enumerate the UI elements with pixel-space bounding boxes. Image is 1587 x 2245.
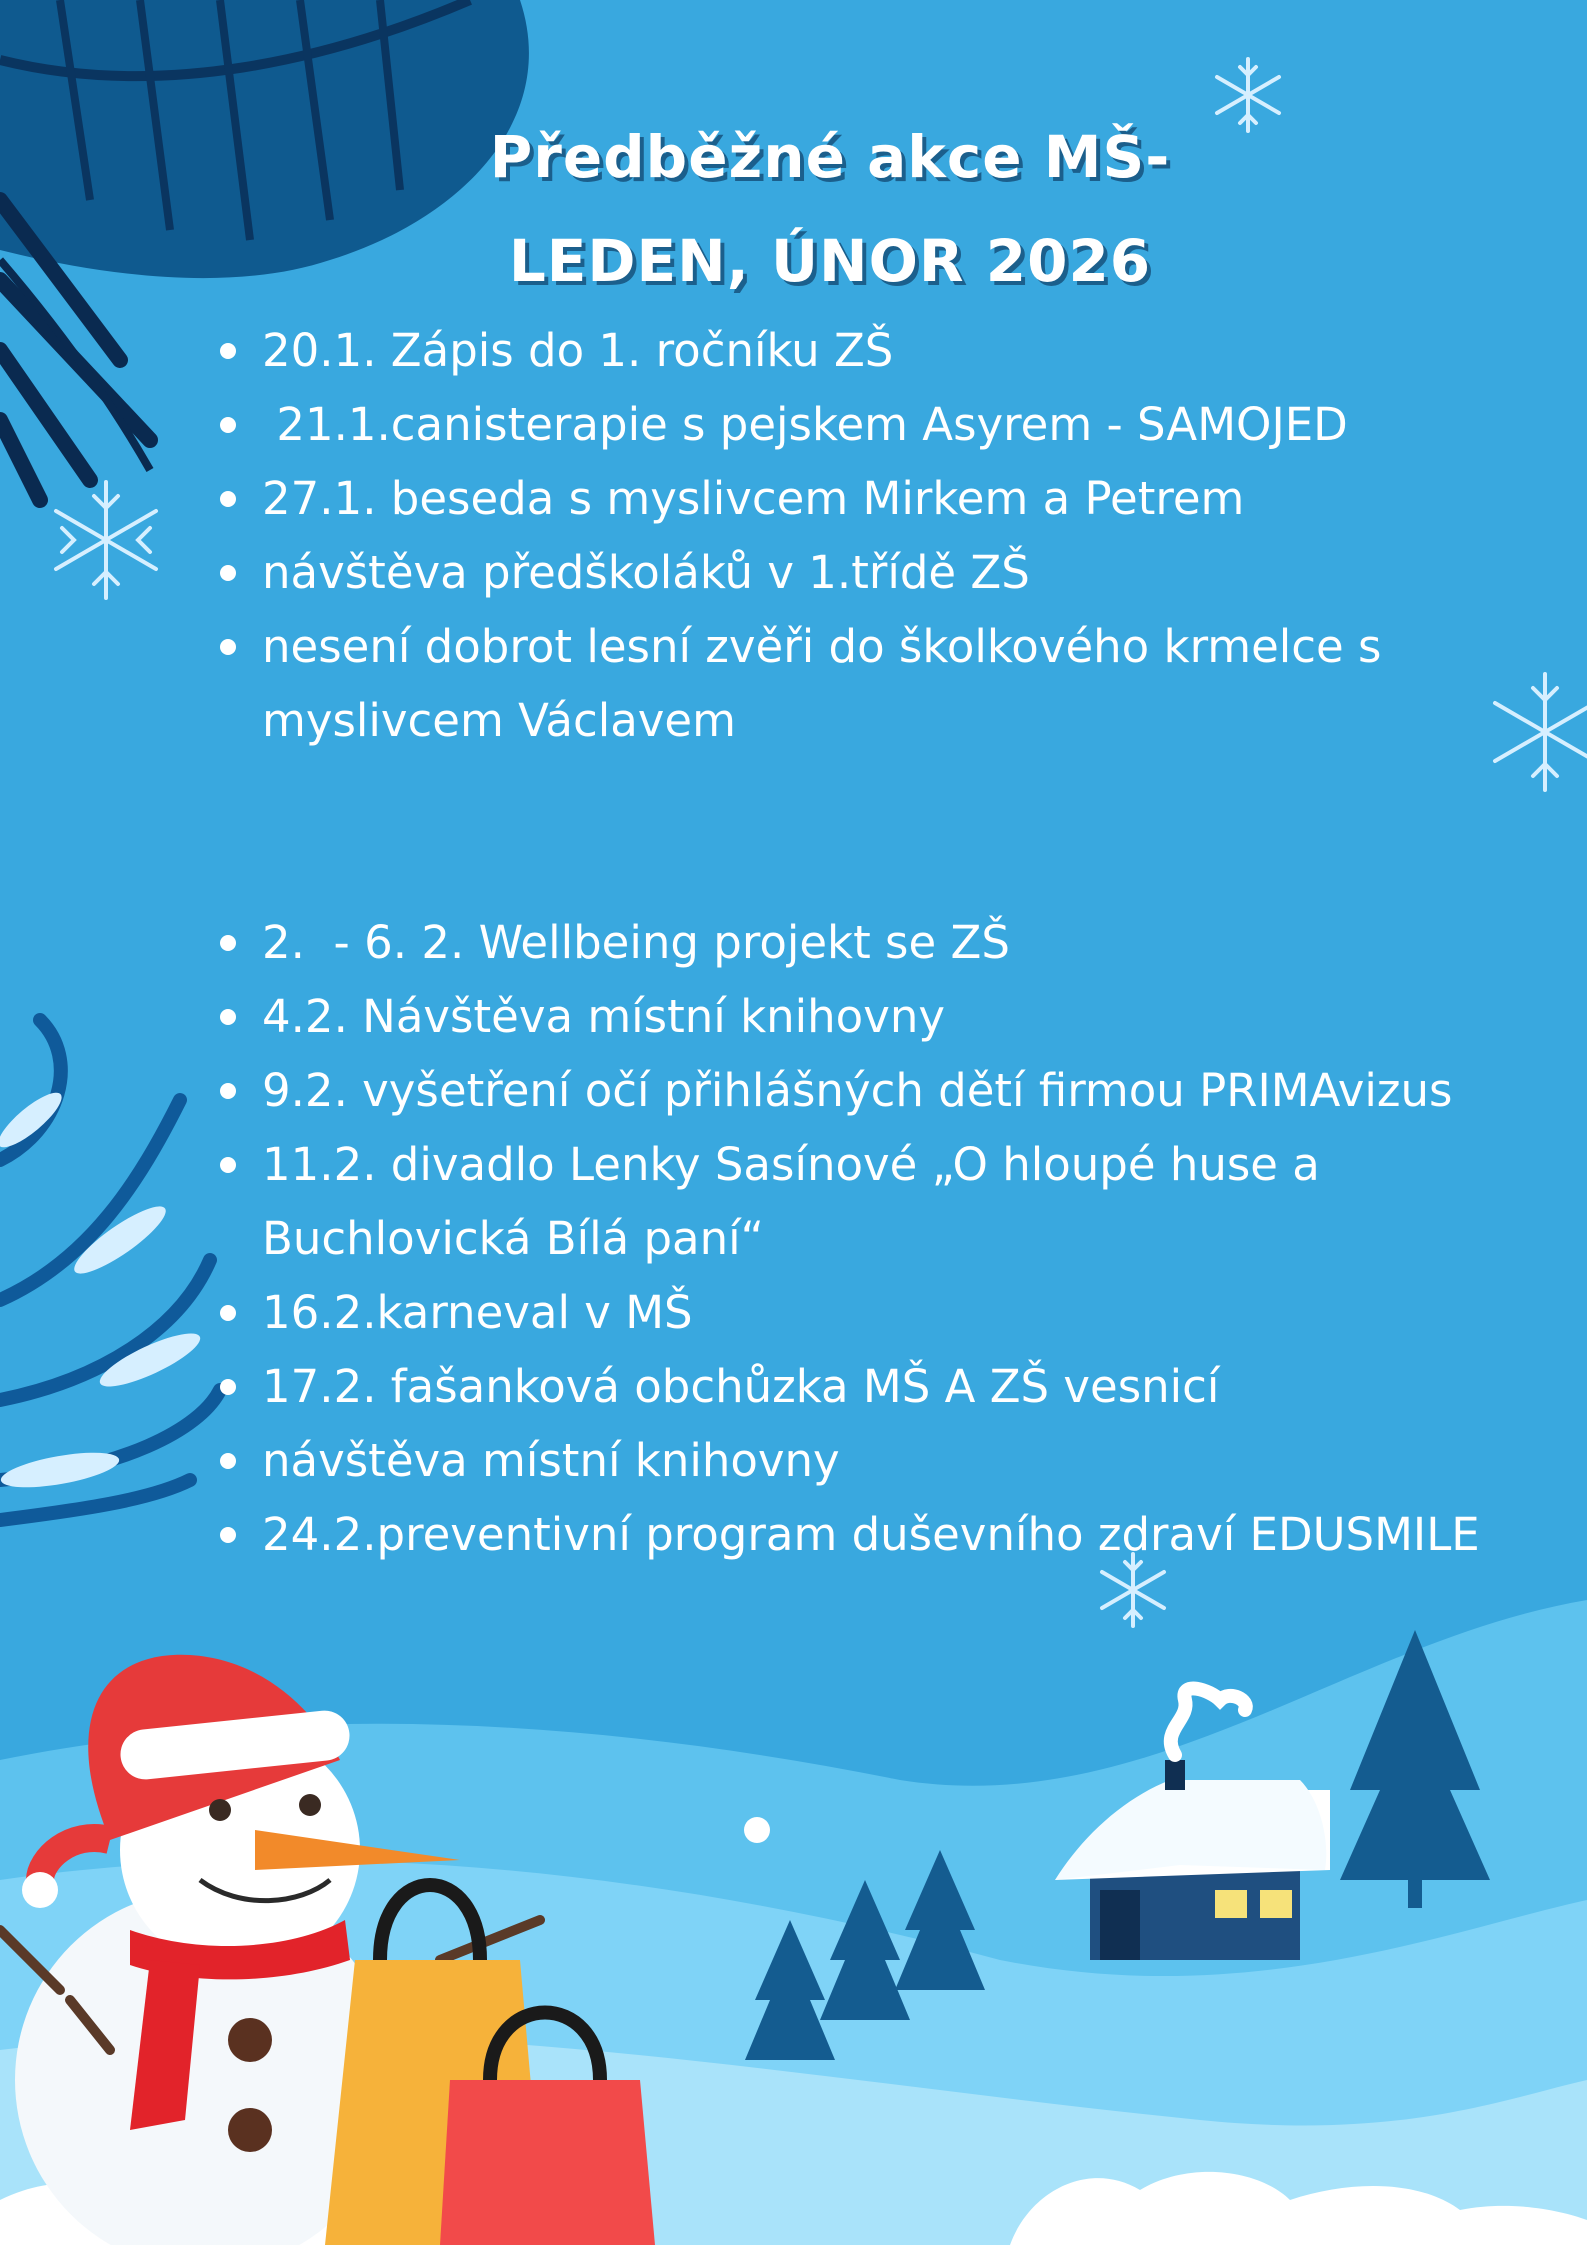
snowball [744,1817,770,1843]
list-item: návštěva předškoláků v 1.třídě ZŠ [262,536,1572,610]
list-item: 21.1.canisterapie s pejskem Asyrem - SAMOJED [262,388,1572,462]
list-item: 9.2. vyšetření očí přihlášných dětí firmou PRIMAvizus [262,1054,1572,1128]
title-line-2: LEDEN, ÚNOR 2026 [508,227,1152,295]
list-item: 2. - 6. 2. Wellbeing projekt se ZŠ [262,906,1572,980]
list-item: 24.2.preventivní program duševního zdraví EDUSMILE [262,1498,1572,1572]
branch-icon [0,1020,220,1520]
january-events-list [262,314,1572,758]
list-item: 27.1. beseda s myslivcem Mirkem a Petrem [262,462,1572,536]
title-line-1: Předběžné akce MŠ- [489,123,1171,191]
list-item: 11.2. divadlo Lenky Sasínové „O hloupé huse a Buchlovická Bílá paní“ [262,1128,1572,1276]
list-item: 16.2.karneval v MŠ [262,1276,1572,1350]
list-item: 4.2. Návštěva místní knihovny [262,980,1572,1054]
list-item: 20.1. Zápis do 1. ročníku ZŠ [262,314,1572,388]
february-events-list [262,906,1572,1572]
list-item: návštěva místní knihovny [262,1424,1572,1498]
list-item: 17.2. fašanková obchůzka MŠ A ZŠ vesnicí [262,1350,1572,1424]
page-title [300,105,1360,313]
list-item: nesení dobrot lesní zvěři do školkového krmelce s myslivcem Václavem [262,610,1572,758]
